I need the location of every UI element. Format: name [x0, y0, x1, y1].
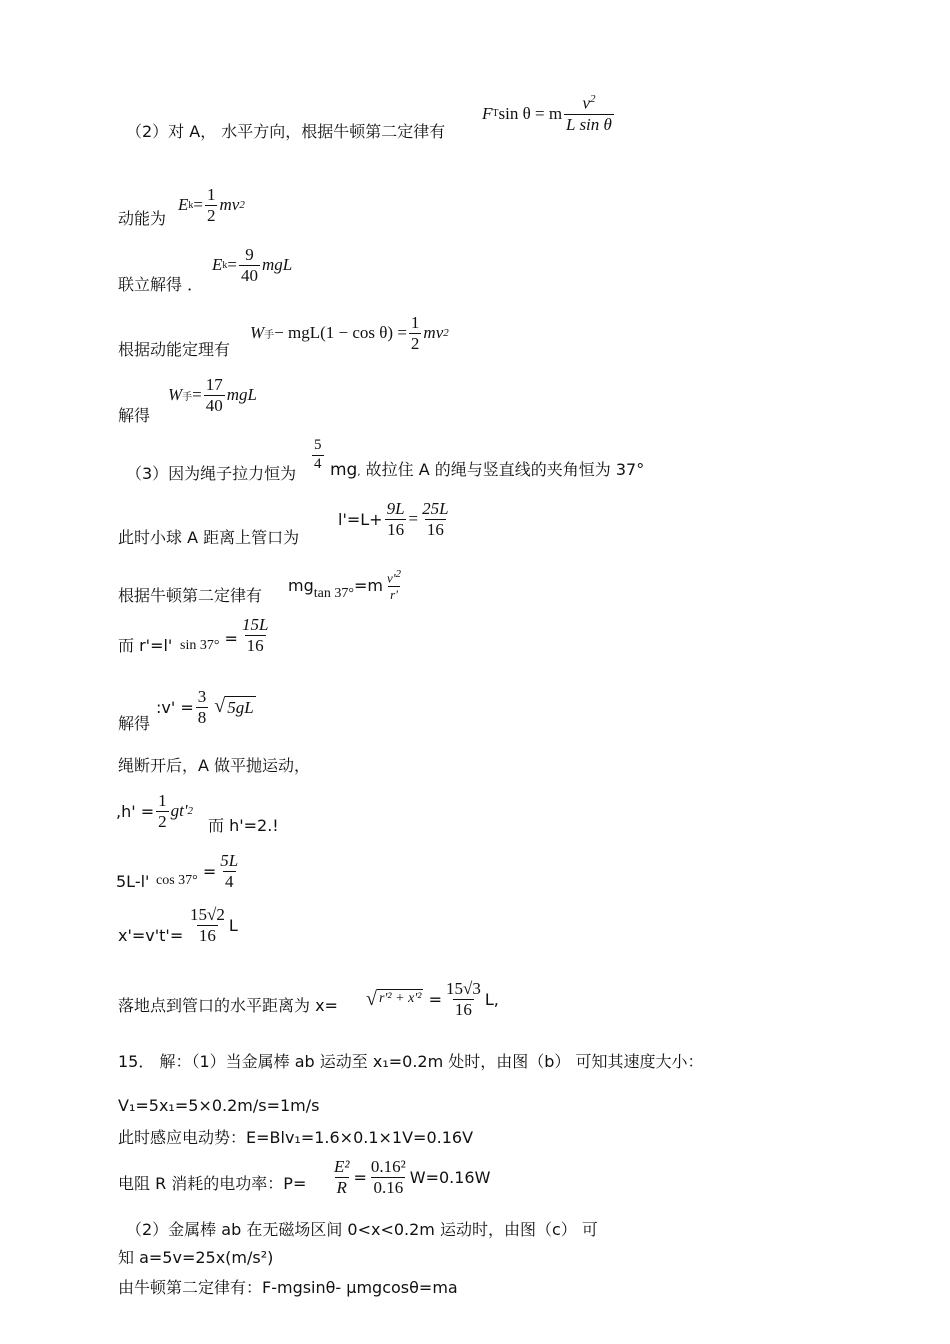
line-work-energy-theorem: 根据动能定理有 — [118, 340, 231, 359]
line-no-field-region: （2）金属棒 ab 在无磁场区间 0<x<0.2m 运动时，由图（c） 可 — [126, 1220, 598, 1239]
formula-v-prime: :v' = $\frac{3}{8}$ √ 5gL — [156, 687, 254, 727]
line-velocity: V₁=5x₁=5×0.2m/s=1m/s — [118, 1096, 320, 1115]
line-problem-15: 15． 解：（1）当金属棒 ab 运动至 x₁=0.2m 处时，由图（b） 可知其速度大小： — [118, 1052, 704, 1071]
line-acceleration: 知 a=5v=25x(m/s²) — [118, 1248, 274, 1267]
formula-tension-sin: F T sin θ = m $\frac{v^2}{\text{L sin θ}}$ — [482, 93, 612, 134]
formula-l-prime: l'=L+ $\frac{9L}{16}$ = $\frac{25L}{16}$ — [338, 499, 449, 539]
line-projectile: 绳断开后，A 做平抛运动， — [118, 756, 311, 775]
line-kinetic-energy: 动能为 — [118, 209, 167, 228]
line-solve-v: 解得 — [118, 714, 151, 733]
formula-work-energy: W 手 − mgL(1 − cos θ) = $\frac{1}{2}$ mv 2 — [250, 313, 449, 353]
line-solve-jointly: 联立解得 ． — [118, 275, 204, 294]
line-5l-minus: 5L-l' — [116, 872, 150, 891]
line-radius: 而 r'=l' — [118, 636, 173, 655]
line-solve-w: 解得 — [118, 406, 151, 425]
line-x-prime: x'=v't'= — [118, 926, 184, 945]
line-landing-distance: 落地点到管口的水平距离为 x= — [118, 996, 338, 1015]
formula-x-prime: $\frac{15√2}{16}$ L — [190, 905, 238, 945]
line-h-value: 而 h'=2.! — [208, 816, 279, 835]
formula-w-result: W 手 = $\frac{17}{40}$ mgL — [168, 375, 257, 415]
line-newton-second-law-b: 根据牛顿第二定律有 — [118, 586, 263, 605]
formula-ek-result: E k = $\frac{9}{40}$ mgL — [212, 245, 293, 285]
line-constant-tension: （3）因为绳子拉力恒为 — [126, 464, 297, 483]
line-emf: 此时感应电动势：E=Blv₁=1.6×0.1×1V=0.16V — [118, 1128, 474, 1147]
formula-h-prime: , h' = $\frac{1}{2}$ gt' 2 — [116, 791, 193, 831]
formula-five-quarters: $\frac{5}{4}$ — [314, 437, 322, 472]
line-newton-second-law-a: （2）对 A， 水平方向，根据牛顿第二定律有 — [126, 122, 446, 141]
line-power: 电阻 R 消耗的电功率：P= — [118, 1174, 307, 1193]
formula-landing-distance: √ r'² + x'² = $\frac{15√3}{16}$ L, — [366, 979, 499, 1019]
formula-kinetic-energy: E k = $\frac{1}{2}$ mv 2 — [178, 185, 245, 225]
formula-power: $\frac{\text{E²}}{R}$ = $\frac{\text{0.16²}}{0.16}$ W=0.16W — [334, 1157, 491, 1197]
formula-height-diff: cos 37° = $\frac{5L}{4}$ — [156, 851, 239, 891]
line-newton-force: 由牛顿第二定律有：F-mgsinθ- μmgcosθ=ma — [118, 1278, 458, 1297]
formula-radius: sin 37° = $\frac{15L}{16}$ — [180, 615, 269, 655]
line-constant-tension-tail: mg, 故拉住 A 的绳与竖直线的夹角恒为 37° — [330, 460, 645, 480]
formula-centripetal: mg tan 37° =m $\frac{v'^2}{r'}$ — [288, 567, 402, 602]
line-distance-to-tube: 此时小球 A 距离上管口为 — [118, 528, 300, 547]
